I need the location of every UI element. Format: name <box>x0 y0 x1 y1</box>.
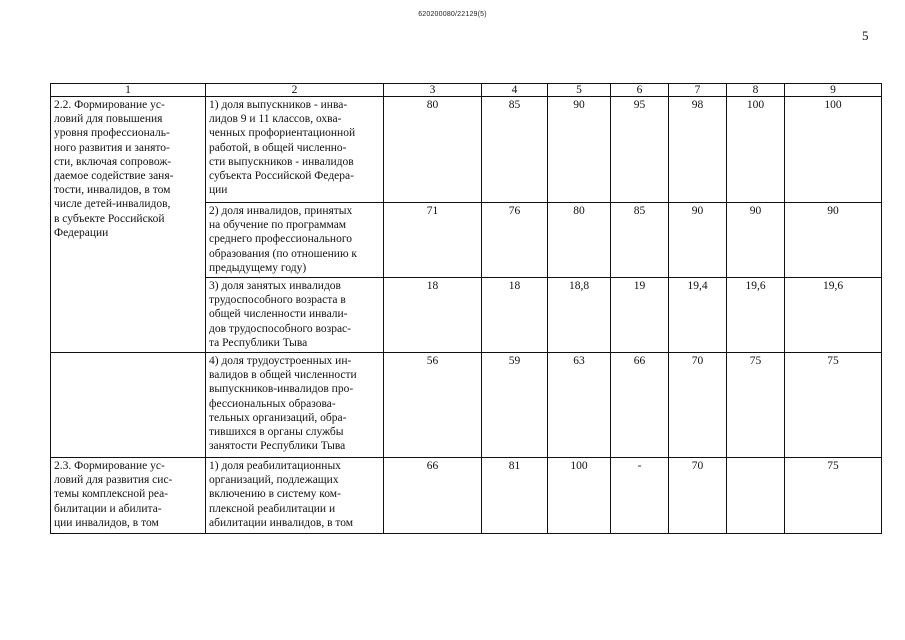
indicator-line: работой, в общей численно- <box>209 141 347 154</box>
value-cell: 95 <box>611 97 669 203</box>
value-cell: 80 <box>384 97 482 203</box>
column-number-row <box>51 84 882 97</box>
value-cell: 75 <box>727 353 785 458</box>
indicator-description <box>206 278 384 353</box>
section-title-2-2 <box>51 97 206 353</box>
indicator-description <box>206 353 384 458</box>
table-row <box>51 97 882 203</box>
value-cell: 56 <box>384 353 482 458</box>
section-title-line: 2.3. Формирование ус- <box>54 460 165 472</box>
indicator-description <box>206 203 384 278</box>
empty-cell <box>51 353 206 458</box>
indicator-line: валидов в общей численности <box>209 369 357 382</box>
column-number: 5 <box>548 84 611 97</box>
indicator-line: 4) доля трудоустроенных ин- <box>209 355 352 367</box>
section-title-line: 2.2. Формирование ус- <box>54 99 165 111</box>
indicator-line: тившихся в органы службы <box>209 426 344 439</box>
indicator-line: образования (по отношению к <box>209 247 357 260</box>
indicator-line: организаций, подлежащих <box>209 474 339 487</box>
value-cell: 76 <box>482 203 548 278</box>
section-title-line: даемое содействие заня- <box>54 170 174 183</box>
section-title-line: Федерации <box>54 226 109 239</box>
value-cell: 19,4 <box>669 278 727 353</box>
indicator-line: 1) доля выпускников - инва- <box>209 99 348 111</box>
value-cell: 100 <box>548 458 611 534</box>
value-cell: 90 <box>669 203 727 278</box>
section-title-line: уровня профессиональ- <box>54 127 170 140</box>
value-cell: 90 <box>785 203 882 278</box>
section-title-line: в субъекте Российской <box>54 212 165 225</box>
value-cell: 100 <box>785 97 882 203</box>
section-title-line: тости, инвалидов, в том <box>54 184 171 197</box>
indicator-line: 3) доля занятых инвалидов <box>209 280 341 292</box>
section-title-2-3 <box>51 458 206 534</box>
section-title-line: ного развития и занято- <box>54 141 170 154</box>
column-number: 7 <box>669 84 727 97</box>
section-title-line: билитации и абилита- <box>54 502 162 515</box>
indicator-line: занятости Республики Тыва <box>209 440 346 453</box>
value-cell: 66 <box>611 353 669 458</box>
indicator-line: выпускников-инвалидов про- <box>209 383 354 396</box>
indicator-line: лидов 9 и 11 классов, охва- <box>209 113 342 126</box>
column-number: 6 <box>611 84 669 97</box>
value-cell: 90 <box>548 97 611 203</box>
value-cell: 19,6 <box>785 278 882 353</box>
value-cell: - <box>611 458 669 534</box>
section-title-line: ции инвалидов, в том <box>54 516 159 529</box>
indicator-line: 2) доля инвалидов, принятых <box>209 205 353 217</box>
indicator-line: субъекта Российской Федера- <box>209 170 354 183</box>
indicator-line: 1) доля реабилитационных <box>209 460 341 472</box>
column-number: 4 <box>482 84 548 97</box>
indicator-line: тельных организаций, обра- <box>209 411 347 424</box>
indicator-line: абилитации инвалидов, в том <box>209 516 354 529</box>
indicator-line: на обучение по программам <box>209 219 347 232</box>
column-number: 1 <box>51 84 206 97</box>
value-cell: 59 <box>482 353 548 458</box>
indicator-line: та Республики Тыва <box>209 336 308 349</box>
table-row <box>51 458 882 534</box>
value-cell: 75 <box>785 353 882 458</box>
indicator-line: ченных профориентационной <box>209 127 356 140</box>
value-cell: 70 <box>669 458 727 534</box>
value-cell: 18 <box>384 278 482 353</box>
indicators-table <box>50 83 882 534</box>
value-cell: 18,8 <box>548 278 611 353</box>
value-cell: 81 <box>482 458 548 534</box>
section-title-line: ловий для повышения <box>54 113 163 126</box>
indicator-line: предыдущему году) <box>209 261 307 274</box>
value-cell: 18 <box>482 278 548 353</box>
document-code: 620200080/22129(5) <box>418 11 487 18</box>
indicator-line: трудоспособного возраста в <box>209 294 346 307</box>
column-number: 2 <box>206 84 384 97</box>
indicator-line: фессиональных образова- <box>209 397 336 410</box>
value-cell: 19 <box>611 278 669 353</box>
value-cell: 85 <box>611 203 669 278</box>
section-title-line: сти, включая сопровож- <box>54 155 172 168</box>
indicator-line: сти выпускников - инвалидов <box>209 155 354 168</box>
value-cell <box>727 458 785 534</box>
value-cell: 63 <box>548 353 611 458</box>
indicator-description <box>206 458 384 534</box>
section-title-line: ловий для развития сис- <box>54 474 173 487</box>
indicator-line: общей численности инвали- <box>209 308 348 321</box>
value-cell: 66 <box>384 458 482 534</box>
value-cell: 80 <box>548 203 611 278</box>
indicator-description <box>206 97 384 203</box>
value-cell: 71 <box>384 203 482 278</box>
value-cell: 70 <box>669 353 727 458</box>
indicator-line: включению в систему ком- <box>209 488 341 501</box>
value-cell: 85 <box>482 97 548 203</box>
table-row <box>51 353 882 458</box>
column-number: 8 <box>727 84 785 97</box>
value-cell: 75 <box>785 458 882 534</box>
section-title-line: темы комплексной реа- <box>54 488 169 501</box>
value-cell: 19,6 <box>727 278 785 353</box>
column-number: 3 <box>384 84 482 97</box>
value-cell: 100 <box>727 97 785 203</box>
indicator-line: среднего профессионального <box>209 233 353 246</box>
value-cell: 90 <box>727 203 785 278</box>
page-number: 5 <box>862 28 869 43</box>
column-number: 9 <box>785 84 882 97</box>
section-title-line: числе детей-инвалидов, <box>54 198 171 211</box>
indicator-line: плексной реабилитации и <box>209 502 336 515</box>
indicator-line: дов трудоспособного возрас- <box>209 322 351 335</box>
value-cell: 98 <box>669 97 727 203</box>
indicator-line: ции <box>209 184 228 197</box>
